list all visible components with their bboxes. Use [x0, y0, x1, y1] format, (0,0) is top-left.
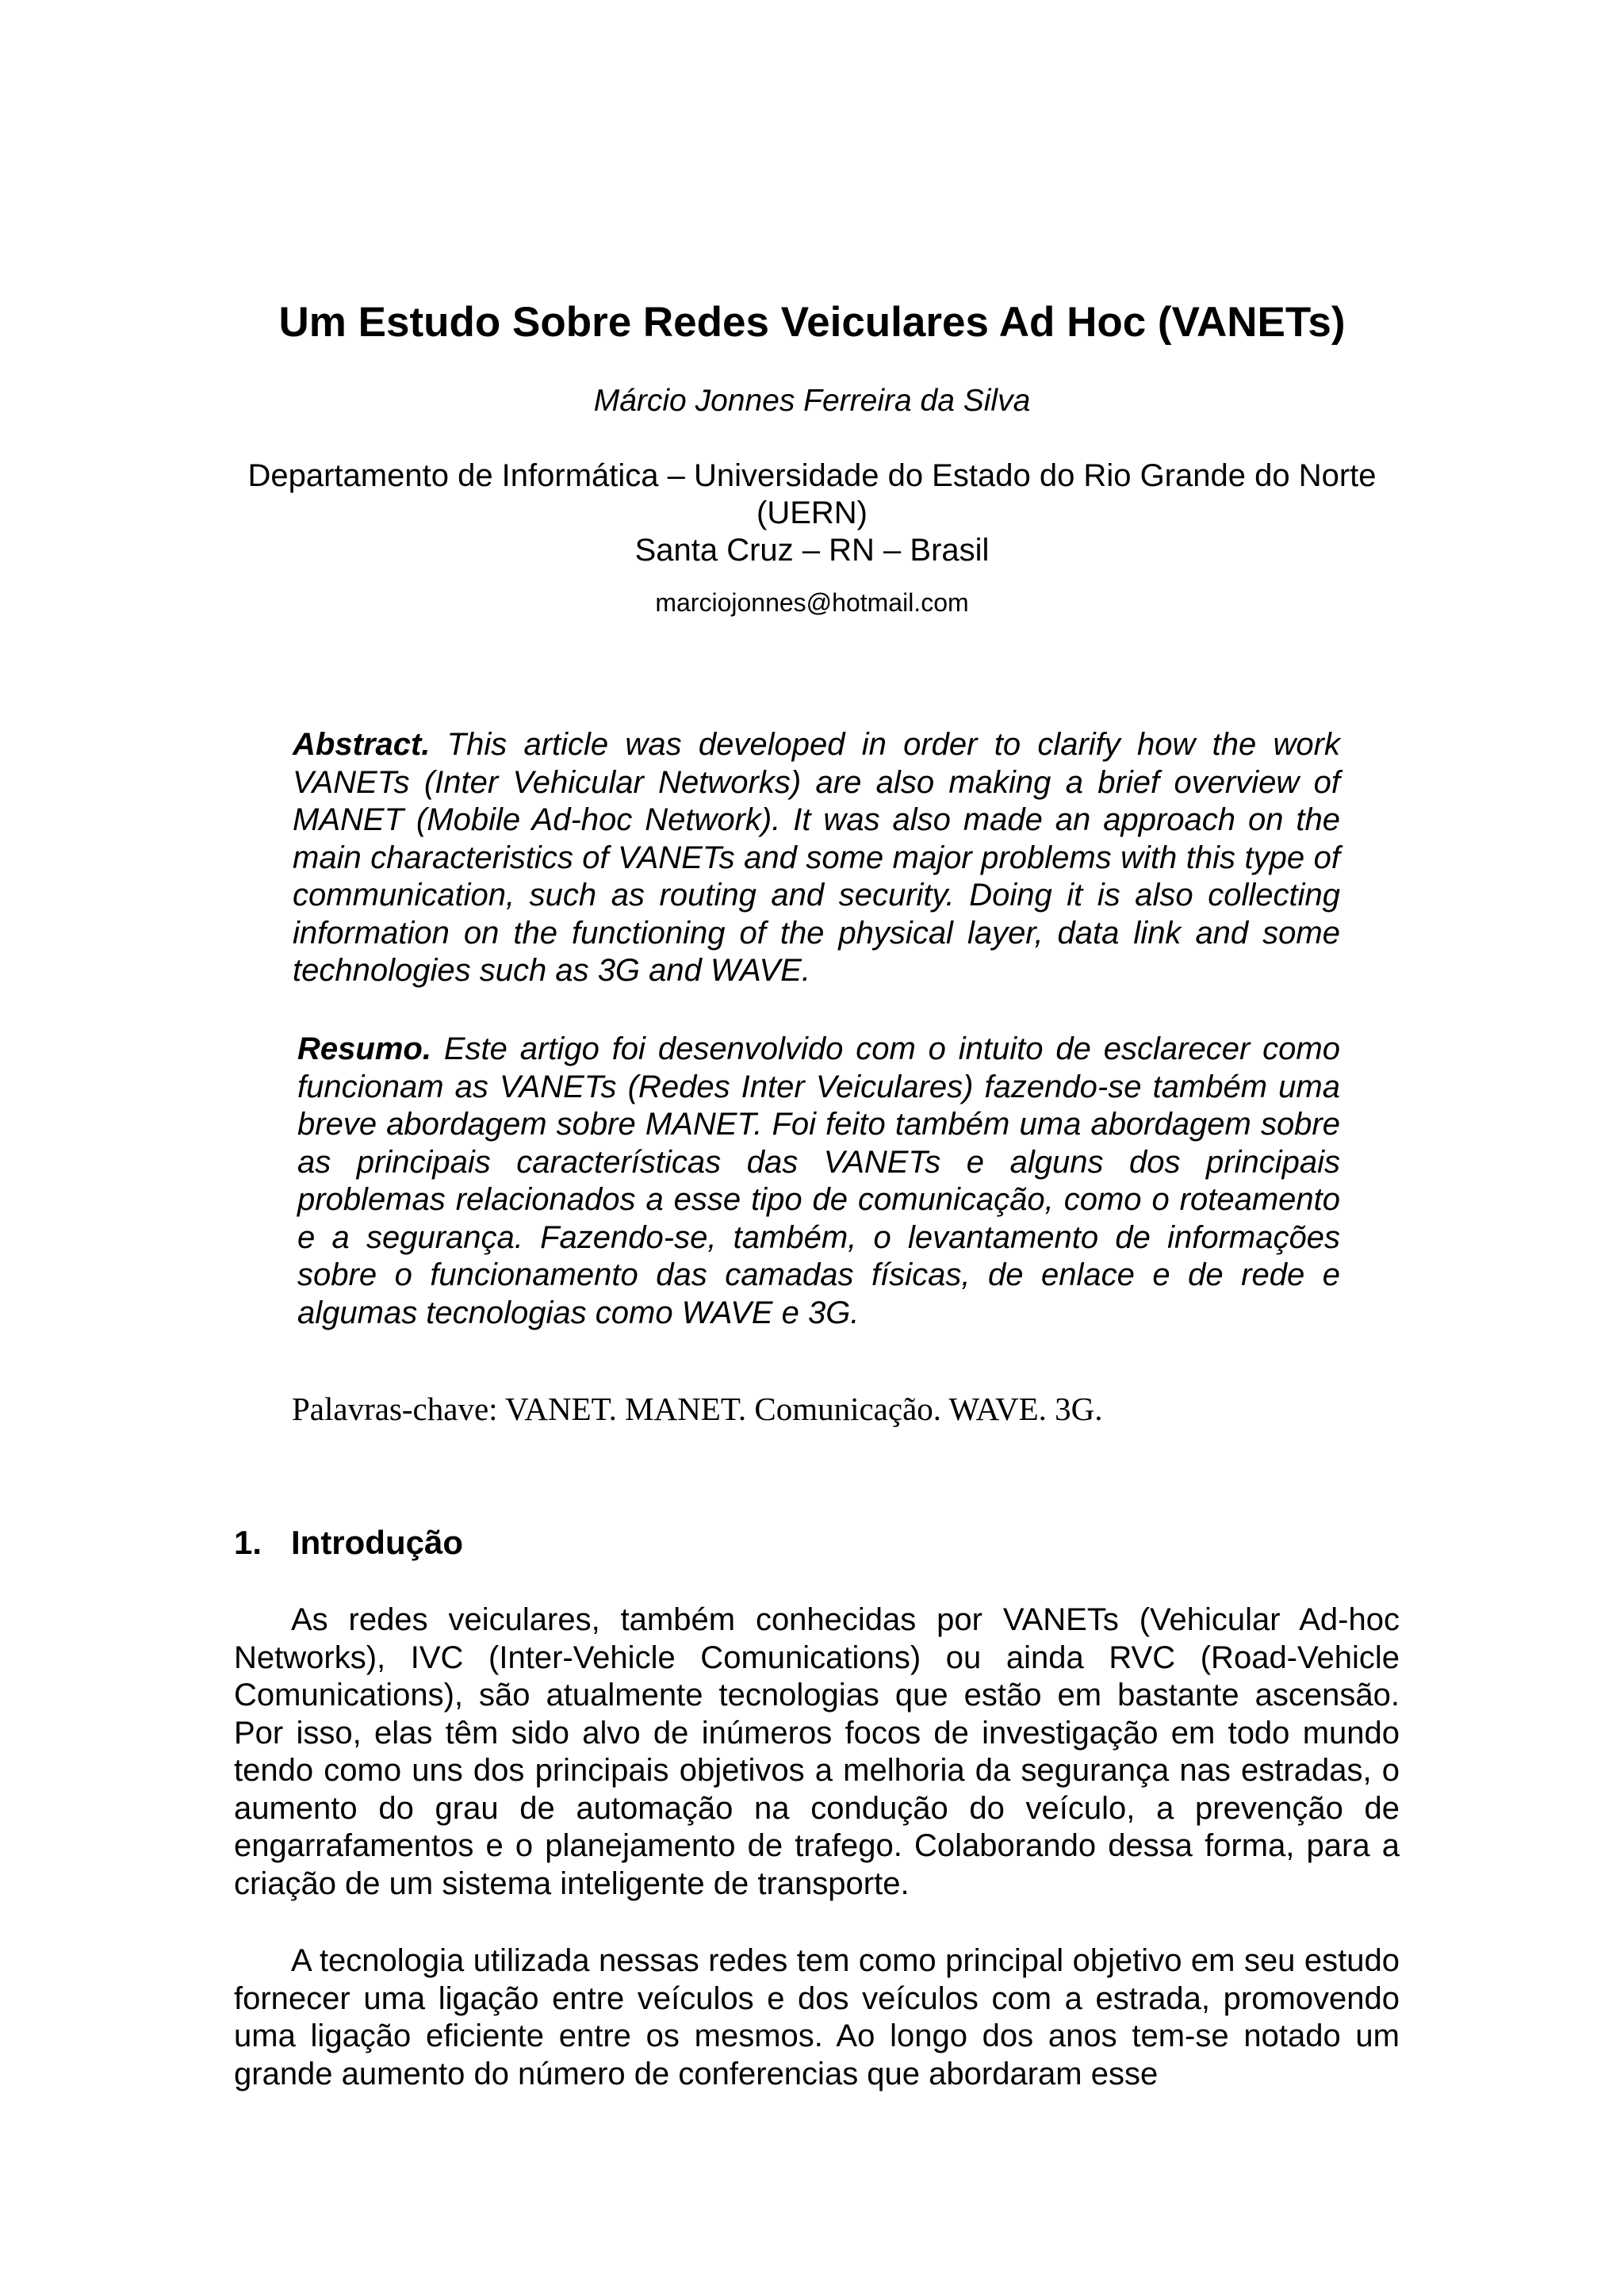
abstract-english	[293, 726, 1340, 990]
body-paragraph: As redes veiculares, também conhecidas por VANETs (Vehicular Ad-hoc Networks), IVC (Inter-Vehicle Comunications) ou ainda RVC (Road-Vehicle Comunications), são atualmente tecnologias que estão em bastante ascensão. Por isso, elas têm sido alvo de inúmeros focos de investigação em todo mundo tendo como uns dos principais objetivos a melhoria da segurança nas estradas, o aumento do grau de automação na condução do veículo, a prevenção de engarrafamentos e o planejamento de trafego. Colaborando dessa forma, para a criação de um sistema inteligente de transporte.	[234, 1602, 1400, 1901]
resumo-text: Este artigo foi desenvolvido com o intuito de esclarecer como funcionam as VANETs (Redes Inter Veiculares) fazendo-se também uma breve abordagem sobre MANET. Foi feito também uma abordagem sobre as principais características das VANETs e alguns dos principais problemas relacionados a esse tipo de comunicação, como o roteamento e a segurança. Fazendo-se, também, o levantamento de informações sobre o funcionamento das camadas físicas, de enlace e de rede e algumas tecnologias como WAVE e 3G.	[297, 1031, 1340, 1330]
abstract-text: This article was developed in order to clarify how the work VANETs (Inter Vehicular Networks) are also making a brief overview of MANET (Mobile Ad-hoc Network). It was also made an approach on the main characteristics of VANETs and some major problems with this type of communication, such as routing and security. Doing it is also collecting information on the functioning of the physical layer, data link and some technologies such as 3G and WAVE.	[293, 727, 1340, 988]
resumo-label: Resumo.	[297, 1031, 431, 1066]
abstract-portuguese	[297, 1031, 1340, 1332]
affiliation	[238, 457, 1386, 569]
keywords: Palavras-chave: VANET. MANET. Comunicação. WAVE. 3G.	[292, 1391, 1103, 1427]
paper-title: Um Estudo Sobre Redes Veiculares Ad Hoc (VANETs)	[278, 299, 1346, 346]
affiliation-institution: Departamento de Informática – Universidade do Estado do Rio Grande do Norte (UERN)	[247, 458, 1377, 530]
section-title: Introdução	[291, 1524, 463, 1561]
body-paragraph: A tecnologia utilizada nessas redes tem como principal objetivo em seu estudo fornecer uma ligação entre veículos e dos veículos com a estrada, promovendo uma ligação eficiente entre os mesmos. Ao longo dos anos tem-se notado um grande aumento do número de conferencias que abordaram esse	[234, 1943, 1400, 2091]
author-email: marciojonnes@hotmail.com	[655, 588, 969, 617]
author-name: Márcio Jonnes Ferreira da Silva	[593, 384, 1031, 418]
abstract-label: Abstract.	[293, 727, 431, 762]
section-heading-introduction	[234, 1522, 463, 1563]
affiliation-location: Santa Cruz – RN – Brasil	[634, 533, 990, 568]
section-number: 1.	[234, 1524, 262, 1561]
